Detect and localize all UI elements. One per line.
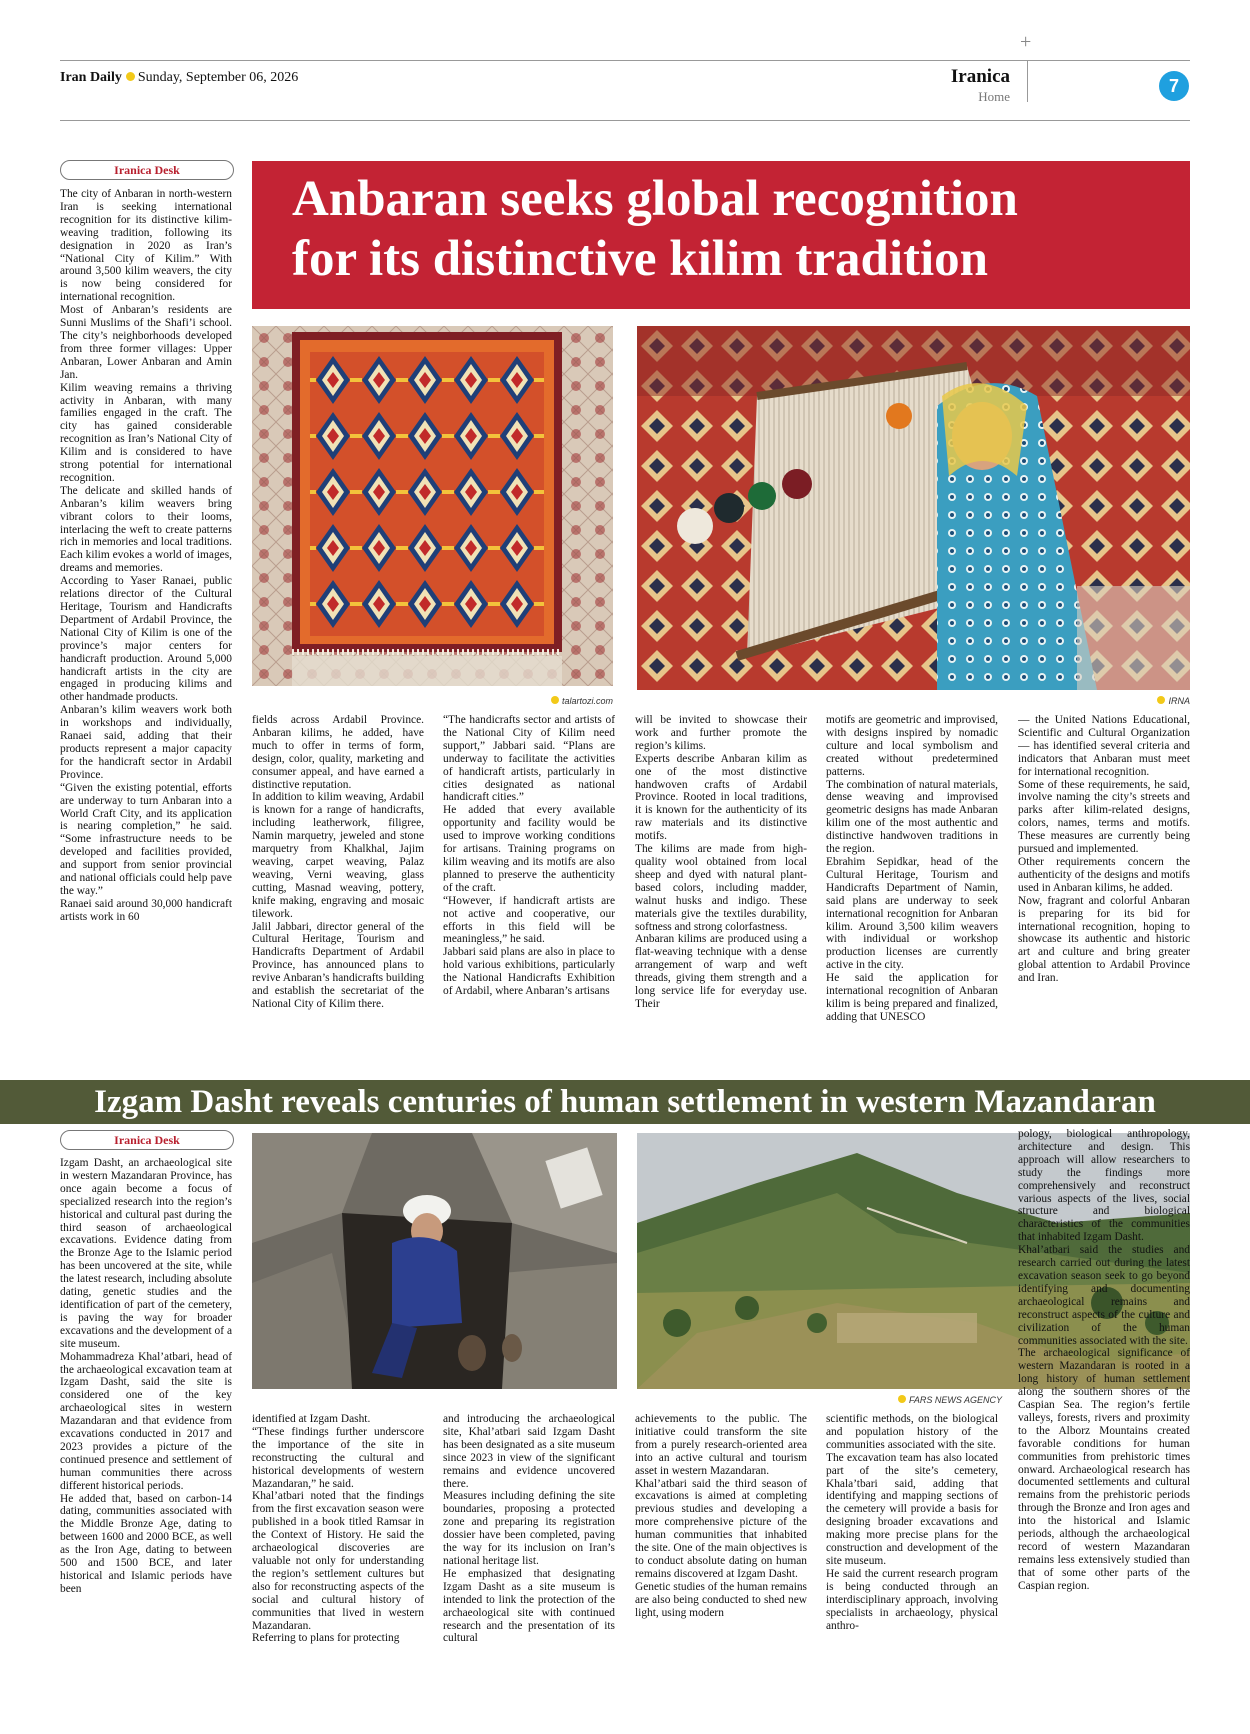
header-top-rule: [60, 60, 1190, 61]
credit-dot-icon: [1157, 696, 1165, 704]
article2-column-4: [635, 1413, 807, 1687]
article1-column-1: [60, 188, 232, 1058]
issue-date: Sunday, September 06, 2026: [137, 70, 299, 85]
paragraph: and introducing the archaeological site, Khal’atbari said Izgam Dasht has been designated as a site museum since 2023 in view of the significant remains and evidence uncovered there.: [443, 1413, 615, 1490]
paragraph: “However, if handicraft artists are not active and cooperative, our efforts in this field will be meaningless,” he said.: [443, 894, 615, 946]
photo-credit-right: [637, 696, 1190, 706]
paragraph: He added that every available opportunity and facility would be used to improve working conditions for artisans. Training programs on kilim weaving and its motifs are also planned to preserve the authenticity of the craft.: [443, 804, 615, 894]
paragraph: will be invited to showcase their work and further promote the region’s kilims.: [635, 714, 807, 752]
kilim-rug-photo: [252, 326, 613, 686]
yellow-dot-icon: [126, 72, 135, 81]
paragraph: achievements to the public. The initiative could transform the site from a purely research-oriented area into an active cultural and tourism asset in western Mazandaran.: [635, 1413, 807, 1477]
paragraph: The city of Anbaran in north-western Iran is seeking international recognition for its distinctive kilim-weaving tradition, following its designation in 2020 as Iran’s “National City of Kilim.” With around 3,500 kilim weavers, the city is now being considered for international recognition.: [60, 188, 232, 304]
paragraph: He said the current research program is being conducted through an interdisciplinary approach, involving specialists in archaeology, physical anthro-: [826, 1567, 998, 1632]
desk-label: Iranica Desk: [60, 160, 234, 180]
paper-name: Iran Daily: [60, 70, 122, 85]
paragraph: According to Yaser Ranaei, public relations director of the Cultural Heritage, Tourism and Handicrafts Department of Ardabil Province, the National City of Kilim is one of the province’s major centers for handicraft production. Around 5,000 handicraft artists in the city are engaged in producing kilims and other handmade products.: [60, 575, 232, 704]
paragraph: motifs are geometric and improvised, with designs inspired by nomadic culture and local symbolism and created without predetermined patterns.: [826, 714, 998, 778]
paragraph: Jalil Jabbari, director general of the Cultural Heritage, Tourism and Handicrafts Department of Ardabil Province, has announced plans to revive Anbaran’s handicrafts building and establish the secretariat of the National City of Kilim there.: [252, 920, 424, 1010]
paragraph: — the United Nations Educational, Scientific and Cultural Organization — has identified several criteria and indicators that Anbaran must meet for international recognition.: [1018, 714, 1190, 778]
header-divider: [1027, 60, 1028, 102]
paragraph: Ebrahim Sepidkar, head of the Cultural Heritage, Tourism and Handicrafts Department of Namin, said plans are underway to seek international recognition for Anbaran kilim. Around 3,500 kilim weavers with individual or workshop production licenses are currently active in the city.: [826, 855, 998, 972]
headline-line-2: for its distinctive kilim tradition: [292, 231, 989, 287]
paragraph: “These findings further underscore the importance of the site in reconstructing the cultural and historical developments of western Mazandaran,” he said.: [252, 1425, 424, 1490]
credit-dot-icon: [898, 1395, 906, 1403]
paragraph: identified at Izgam Dasht.: [252, 1413, 371, 1425]
credit-text: talartozi.com: [561, 696, 613, 706]
paragraph: Kilim weaving remains a thriving activity in Anbaran, with many families engaged in the craft. The city has gained considerable recognition as Iran’s National City of Kilim and is considered to have strong potential for international recognition.: [60, 381, 232, 484]
paragraph: fields across Ardabil Province. Anbaran kilims, he added, have much to offer in terms of form, design, color, quality, marketing and consumer appeal, and have earned a distinctive reputation.: [252, 714, 424, 791]
credit-dot-icon: [551, 696, 559, 704]
paragraph: The combination of natural materials, dense weaving and improvised geometric designs has made Anbaran kilim one of the most authentic and distinctive handwoven traditions in the region.: [826, 778, 998, 856]
paragraph: Khal’atbari said the studies and research carried out during the latest excavation season seek to go beyond identifying and documenting archaeological remains and reconstruct aspects of the culture and civilization of the human communities associated with the site.: [1018, 1244, 1190, 1347]
article1-column-3: [443, 714, 615, 1058]
headline-banner: [252, 161, 1190, 309]
paragraph: Most of Anbaran’s residents are Sunni Muslims of the Shafi’i school. The city’s neighborhoods developed from three former villages: Upper Anbaran, Lower Anbaran and Amin Jan.: [60, 304, 232, 381]
paragraph: He added that, based on carbon-14 dating, communities associated with the Middle Bronze Age, dating to between 1600 and 2000 BCE, as well as the Iron Age, dating to between 500 and 1500 BCE, and later historical and Islamic periods have been: [60, 1492, 232, 1595]
paragraph: Measures including defining the site boundaries, proposing a protected zone and preparing its registration dossier have been completed, paving the way for its inclusion on Iran’s national heritage list.: [443, 1490, 615, 1567]
paragraph: Referring to plans for protecting: [252, 1632, 400, 1645]
paragraph: The excavation team has also located part of the site’s cemetery, Khala’tbari said, adding that identifying and mapping sections of the cemetery will provide a basis for designing broader excavations and making more precise plans for the construction and development of the site museum.: [826, 1451, 998, 1567]
article2-column-2: [252, 1413, 424, 1687]
paragraph: pology, biological anthropology, architecture and design. This approach will allow researchers to study the findings more comprehensively and reconstruct various aspects of the lives, social structure and biological characteristics of the communities that inhabited Izgam Dasht.: [1018, 1128, 1190, 1244]
headline: [252, 161, 1190, 289]
paragraph: “Given the existing potential, efforts are underway to turn Anbaran into a World Craft City, and its application is nearing completion,” he said. “Some infrastructure needs to be developed and facilities provided, and support from senior provincial and national officials could help pave the way.”: [60, 781, 232, 897]
article2-column-5: [826, 1413, 998, 1687]
plus-mark: +: [1020, 31, 1032, 53]
headline-line-1: Anbaran seeks global recognition: [292, 171, 1018, 227]
credit-text: FARS NEWS AGENCY: [908, 1395, 1002, 1405]
paragraph: He said the application for international recognition of Anbaran kilim is being prepared and finalized, adding that UNESCO: [826, 972, 998, 1023]
article1-column-5: [826, 714, 998, 1058]
paragraph: Khal’atbari said the third season of excavations is aimed at completing previous studies and developing a more comprehensive picture of the human communities that inhabited the site. One of the main objectives is to conduct absolute dating on human remains discovered at Izgam Dasht.: [635, 1477, 807, 1580]
kilim-weaver-photo: [637, 326, 1190, 690]
article2-column-3: [443, 1413, 615, 1687]
desk-label: Iranica Desk: [60, 1130, 234, 1150]
paragraph: He emphasized that designating Izgam Dasht as a site museum is intended to link the protection of the archaeological site with continued research and the presentation of its cultural: [443, 1567, 615, 1645]
paragraph: Ranaei said around 30,000 handicraft artists work in 60: [60, 897, 232, 923]
paragraph: Some of these requirements, he said, involve naming the city’s streets and parks after kilim-related designs, colors, names, terms and motifs. These measures are currently being pursued and implemented.: [1018, 778, 1190, 856]
headline-banner: [0, 1080, 1250, 1124]
paragraph: Anbaran kilims are produced using a flat-weaving technique with a dense arrangement of warp and weft threads, giving them strength and a long service life for everyday use. Their: [635, 933, 807, 1010]
paragraph: Experts describe Anbaran kilim as one of the most distinctive handwoven crafts of Ardabil Province. Rooted in local traditions, it is known for the authenticity of its raw materials and its distinctive motifs.: [635, 752, 807, 843]
paragraph: Mohammadreza Khal’atbari, head of the archaeological excavation team at Izgam Dasht, said the site is considered one of the key archaeological sites in western Mazandaran and that evidence from excavations conducted in 2017 and 2023 provides a picture of the continued presence and settlement of human communities there across different historical periods.: [60, 1350, 232, 1492]
article2-column-1: [60, 1157, 232, 1687]
photo-credit: [637, 1395, 1002, 1405]
paragraph: “The handicrafts sector and artists of the National City of Kilim need support,” Jabbari said. “Plans are underway to facilitate the activities of handicraft artists, particularly in cities designated as national handicraft cities.”: [443, 714, 615, 804]
paragraph: The archaeological significance of western Mazandaran is rooted in a long history of human settlement along the southern shores of the Caspian Sea. The region’s fertile valleys, forests, rivers and proximity to the Alborz Mountains created favorable conditions for human communities from prehistoric times onward. Archaeological research has documented settlements and cultural remains from the prehistoric periods through the Bronze and Iron ages and into the historical and Islamic periods, although the archaeological record of western Mazandaran remains less extensively studied than that of some other parts of the Caspian region.: [1018, 1347, 1190, 1592]
masthead: [60, 68, 298, 86]
paragraph: The kilims are made from high-quality wool obtained from local sheep and dyed with natural plant-based colors, including madder, walnut husks and indigo. These materials give the textiles durability, softness and strong colorfastness.: [635, 843, 807, 933]
photo-credit-left: [252, 696, 613, 706]
paragraph: The delicate and skilled hands of Anbaran’s kilim weavers bring vibrant colors to their looms, interlacing the weft to create patterns rich in memories and local traditions. Each kilim evokes a world of images, dreams and memories.: [60, 484, 232, 575]
credit-text: IRNA: [1168, 696, 1190, 706]
paragraph: Genetic studies of the human remains are also being conducted to shed new light, using modern: [635, 1580, 807, 1619]
paragraph: Izgam Dasht, an archaeological site in western Mazandaran Province, has once again become a focus of specialized research into the region’s historical and cultural past during the third season of archaeological excavations. Evidence dating from the Bronze Age to the Islamic period has been uncovered at the site, while the latest research, including absolute dating, genetic studies and the identification of part of the cemetery, is paving the way for broader excavations and the development of a site museum.: [60, 1157, 232, 1350]
headline: Izgam Dasht reveals centuries of human settlement in western Mazandaran: [94, 1084, 1156, 1120]
article1-column-2: [252, 714, 424, 1058]
article1-column-6: [1018, 714, 1190, 1058]
section-name: Iranica: [950, 66, 1010, 87]
article2-column-6: [1018, 1128, 1190, 1687]
article1-column-4: [635, 714, 807, 1058]
paragraph: Khal’atbari noted that the findings from the first excavation season were published in a book titled Ramsar in the Context of History. He said the archaeological discoveries are valuable not only for understanding the region’s settlement cultures but also for reconstructing aspects of the social and cultural history of communities that lived in western Mazandaran.: [252, 1490, 424, 1632]
paragraph: scientific methods, on the biological and population history of the communities associated with the site.: [826, 1413, 998, 1451]
subsection-name: Home: [978, 89, 1010, 104]
paragraph: Jabbari said plans are also in place to hold various exhibitions, particularly the National Handicrafts Exhibition of Ardabil, where Anbaran’s artisans: [443, 946, 615, 998]
paragraph: Now, fragrant and colorful Anbaran is preparing for its bid for international recognition, hoping to showcase its authentic and historic art and culture and bring greater global attention to Ardabil Province and Iran.: [1018, 894, 1190, 985]
excavation-photo: [252, 1133, 617, 1389]
page-number: 7: [1159, 71, 1189, 101]
paragraph: Anbaran’s kilim weavers work both in workshops and individually, Ranaei said, adding that their products represent a major capacity for the handicraft sector in Ardabil Province.: [60, 704, 232, 781]
paragraph: Other requirements concern the authenticity of the designs and motifs used in Anbaran kilims, he added.: [1018, 855, 1190, 894]
header-bottom-rule: [60, 120, 1190, 121]
paragraph: In addition to kilim weaving, Ardabil is known for a range of handicrafts, including leatherwork, filigree, Namin marquetry, jeweled and stone marquetry from Khalkhal, Jajim weaving, carpet weaving, Palaz weaving, Verni weaving, glass cutting, Masnad weaving, pottery, knife making, engraving and mosaic tilework.: [252, 791, 424, 920]
